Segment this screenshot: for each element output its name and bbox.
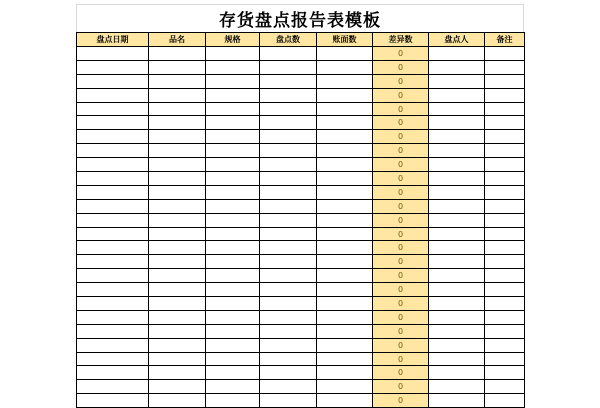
difference-cell[interactable]: 0 <box>373 310 429 324</box>
table-row <box>77 185 525 199</box>
table-cell[interactable] <box>485 74 525 88</box>
table-cell[interactable] <box>429 199 485 213</box>
difference-cell[interactable]: 0 <box>373 88 429 102</box>
table-cell[interactable] <box>149 199 206 213</box>
table-cell[interactable] <box>317 213 373 227</box>
table-cell[interactable] <box>77 352 149 366</box>
table-row <box>77 227 525 241</box>
table-cell[interactable] <box>485 324 525 338</box>
column-header: 盘点日期 <box>77 33 149 47</box>
table-cell[interactable] <box>149 380 206 394</box>
column-header: 盘点数 <box>260 33 317 47</box>
table-cell[interactable] <box>317 380 373 394</box>
table-cell[interactable] <box>485 310 525 324</box>
table-cell[interactable] <box>149 338 206 352</box>
table-cell[interactable] <box>77 394 149 408</box>
table-cell[interactable] <box>260 213 317 227</box>
table-cell[interactable] <box>260 352 317 366</box>
table-cell[interactable] <box>77 102 149 116</box>
table-row <box>77 116 525 130</box>
table-cell[interactable] <box>260 310 317 324</box>
table-cell[interactable] <box>429 60 485 74</box>
difference-cell[interactable]: 0 <box>373 199 429 213</box>
table-cell[interactable] <box>149 394 206 408</box>
table-cell[interactable] <box>429 269 485 283</box>
column-header: 规格 <box>206 33 260 47</box>
table-row <box>77 394 525 408</box>
table-cell[interactable] <box>485 213 525 227</box>
table-row <box>77 380 525 394</box>
table-cell[interactable] <box>149 47 206 61</box>
table-cell[interactable] <box>317 241 373 255</box>
table-cell[interactable] <box>485 172 525 186</box>
table-cell[interactable] <box>485 297 525 311</box>
table-cell[interactable] <box>206 199 260 213</box>
table-cell[interactable] <box>317 283 373 297</box>
table-cell[interactable] <box>149 213 206 227</box>
table-cell[interactable] <box>317 255 373 269</box>
table-cell[interactable] <box>317 199 373 213</box>
column-header: 品名 <box>149 33 206 47</box>
table-cell[interactable] <box>485 241 525 255</box>
table-cell[interactable] <box>260 255 317 269</box>
table-row <box>77 199 525 213</box>
difference-cell[interactable]: 0 <box>373 366 429 380</box>
table-cell[interactable] <box>260 74 317 88</box>
table-row <box>77 366 525 380</box>
difference-cell[interactable]: 0 <box>373 47 429 61</box>
difference-cell[interactable]: 0 <box>373 324 429 338</box>
table-cell[interactable] <box>260 366 317 380</box>
table-cell[interactable] <box>149 144 206 158</box>
table-cell[interactable] <box>317 88 373 102</box>
table-cell[interactable] <box>149 74 206 88</box>
table-cell[interactable] <box>149 366 206 380</box>
table-cell[interactable] <box>77 338 149 352</box>
table-cell[interactable] <box>149 185 206 199</box>
table-cell[interactable] <box>485 338 525 352</box>
table-cell[interactable] <box>429 227 485 241</box>
table-cell[interactable] <box>206 185 260 199</box>
table-cell[interactable] <box>317 47 373 61</box>
table-cell[interactable] <box>206 310 260 324</box>
difference-cell[interactable]: 0 <box>373 394 429 408</box>
table-row <box>77 352 525 366</box>
table-cell[interactable] <box>77 158 149 172</box>
table-cell[interactable] <box>317 74 373 88</box>
table-cell[interactable] <box>149 241 206 255</box>
table-cell[interactable] <box>485 255 525 269</box>
table-cell[interactable] <box>429 310 485 324</box>
table-cell[interactable] <box>429 158 485 172</box>
table-cell[interactable] <box>429 394 485 408</box>
difference-cell[interactable]: 0 <box>373 116 429 130</box>
difference-cell[interactable]: 0 <box>373 352 429 366</box>
difference-cell[interactable]: 0 <box>373 338 429 352</box>
table-cell[interactable] <box>260 172 317 186</box>
table-cell[interactable] <box>206 269 260 283</box>
difference-cell[interactable]: 0 <box>373 144 429 158</box>
table-cell[interactable] <box>77 241 149 255</box>
table-cell[interactable] <box>260 338 317 352</box>
table-row <box>77 283 525 297</box>
table-cell[interactable] <box>485 366 525 380</box>
table-cell[interactable] <box>485 380 525 394</box>
table-cell[interactable] <box>260 158 317 172</box>
table-row <box>77 130 525 144</box>
table-row <box>77 47 525 61</box>
inventory-report-sheet <box>76 4 524 408</box>
table-cell[interactable] <box>429 380 485 394</box>
table-cell[interactable] <box>206 102 260 116</box>
table-cell[interactable] <box>429 255 485 269</box>
table-cell[interactable] <box>317 310 373 324</box>
table-body <box>77 47 525 408</box>
table-cell[interactable] <box>260 324 317 338</box>
table-cell[interactable] <box>429 74 485 88</box>
table-cell[interactable] <box>317 158 373 172</box>
table-cell[interactable] <box>206 144 260 158</box>
table-cell[interactable] <box>317 102 373 116</box>
difference-cell[interactable]: 0 <box>373 60 429 74</box>
table-cell[interactable] <box>77 269 149 283</box>
difference-cell[interactable]: 0 <box>373 227 429 241</box>
table-cell[interactable] <box>206 324 260 338</box>
table-cell[interactable] <box>206 338 260 352</box>
table-cell[interactable] <box>77 74 149 88</box>
table-cell[interactable] <box>149 227 206 241</box>
table-row <box>77 144 525 158</box>
table-row <box>77 338 525 352</box>
table-cell[interactable] <box>77 172 149 186</box>
table-cell[interactable] <box>260 199 317 213</box>
table-cell[interactable] <box>77 255 149 269</box>
table-cell[interactable] <box>260 88 317 102</box>
difference-cell[interactable]: 0 <box>373 297 429 311</box>
table-cell[interactable] <box>206 241 260 255</box>
difference-cell[interactable]: 0 <box>373 255 429 269</box>
table-cell[interactable] <box>485 185 525 199</box>
table-cell[interactable] <box>317 394 373 408</box>
table-cell[interactable] <box>206 130 260 144</box>
table-cell[interactable] <box>149 116 206 130</box>
table-cell[interactable] <box>206 380 260 394</box>
table-cell[interactable] <box>485 394 525 408</box>
table-cell[interactable] <box>77 199 149 213</box>
table-cell[interactable] <box>485 144 525 158</box>
table-cell[interactable] <box>206 255 260 269</box>
page-title: 存货盘点报告表模板 <box>76 4 524 32</box>
table-cell[interactable] <box>429 283 485 297</box>
difference-cell[interactable]: 0 <box>373 158 429 172</box>
table-cell[interactable] <box>485 269 525 283</box>
table-cell[interactable] <box>429 297 485 311</box>
table-cell[interactable] <box>77 47 149 61</box>
table-cell[interactable] <box>149 158 206 172</box>
table-cell[interactable] <box>77 185 149 199</box>
table-cell[interactable] <box>260 297 317 311</box>
table-row <box>77 324 525 338</box>
table-cell[interactable] <box>260 394 317 408</box>
table-cell[interactable] <box>149 310 206 324</box>
table-row <box>77 172 525 186</box>
table-cell[interactable] <box>206 116 260 130</box>
table-cell[interactable] <box>260 185 317 199</box>
table-cell[interactable] <box>485 283 525 297</box>
table-cell[interactable] <box>485 130 525 144</box>
column-header: 差异数 <box>373 33 429 47</box>
table-cell[interactable] <box>317 352 373 366</box>
table-cell[interactable] <box>260 116 317 130</box>
table-cell[interactable] <box>317 297 373 311</box>
table-cell[interactable] <box>429 130 485 144</box>
table-cell[interactable] <box>429 172 485 186</box>
table-cell[interactable] <box>485 88 525 102</box>
table-cell[interactable] <box>77 324 149 338</box>
table-cell[interactable] <box>317 338 373 352</box>
table-cell[interactable] <box>149 352 206 366</box>
table-cell[interactable] <box>317 172 373 186</box>
table-cell[interactable] <box>206 227 260 241</box>
table-cell[interactable] <box>429 185 485 199</box>
table-cell[interactable] <box>149 255 206 269</box>
table-cell[interactable] <box>485 60 525 74</box>
table-cell[interactable] <box>206 47 260 61</box>
table-cell[interactable] <box>77 88 149 102</box>
table-cell[interactable] <box>77 310 149 324</box>
table-cell[interactable] <box>260 144 317 158</box>
table-cell[interactable] <box>429 352 485 366</box>
table-cell[interactable] <box>77 130 149 144</box>
table-cell[interactable] <box>260 102 317 116</box>
table-cell[interactable] <box>206 297 260 311</box>
column-header: 盘点人 <box>429 33 485 47</box>
column-header: 账面数 <box>317 33 373 47</box>
table-cell[interactable] <box>485 352 525 366</box>
table-row <box>77 297 525 311</box>
table-cell[interactable] <box>260 269 317 283</box>
difference-cell[interactable]: 0 <box>373 185 429 199</box>
table-cell[interactable] <box>260 380 317 394</box>
table-cell[interactable] <box>149 102 206 116</box>
table-cell[interactable] <box>429 338 485 352</box>
table-cell[interactable] <box>317 324 373 338</box>
table-cell[interactable] <box>77 116 149 130</box>
column-header: 备注 <box>485 33 525 47</box>
table-cell[interactable] <box>149 283 206 297</box>
table-cell[interactable] <box>149 60 206 74</box>
table-cell[interactable] <box>206 213 260 227</box>
table-cell[interactable] <box>206 394 260 408</box>
table-cell[interactable] <box>429 366 485 380</box>
table-cell[interactable] <box>77 144 149 158</box>
table-row <box>77 310 525 324</box>
table-cell[interactable] <box>485 47 525 61</box>
table-cell[interactable] <box>260 60 317 74</box>
table-cell[interactable] <box>485 116 525 130</box>
table-cell[interactable] <box>77 283 149 297</box>
table-cell[interactable] <box>317 130 373 144</box>
table-cell[interactable] <box>317 116 373 130</box>
table-cell[interactable] <box>149 269 206 283</box>
table-cell[interactable] <box>149 130 206 144</box>
table-cell[interactable] <box>206 60 260 74</box>
table-cell[interactable] <box>485 199 525 213</box>
table-row <box>77 102 525 116</box>
table-cell[interactable] <box>206 366 260 380</box>
difference-cell[interactable]: 0 <box>373 74 429 88</box>
table-cell[interactable] <box>260 130 317 144</box>
table-cell[interactable] <box>485 227 525 241</box>
table-cell[interactable] <box>429 241 485 255</box>
difference-cell[interactable]: 0 <box>373 269 429 283</box>
table-row <box>77 158 525 172</box>
table-cell[interactable] <box>77 213 149 227</box>
header-row <box>77 33 525 47</box>
table-cell[interactable] <box>206 88 260 102</box>
table-cell[interactable] <box>206 74 260 88</box>
difference-cell[interactable]: 0 <box>373 130 429 144</box>
table-cell[interactable] <box>485 102 525 116</box>
table-cell[interactable] <box>77 227 149 241</box>
table-cell[interactable] <box>260 47 317 61</box>
table-row <box>77 60 525 74</box>
table-cell[interactable] <box>317 144 373 158</box>
table-cell[interactable] <box>149 324 206 338</box>
table-cell[interactable] <box>149 297 206 311</box>
difference-cell[interactable]: 0 <box>373 241 429 255</box>
table-cell[interactable] <box>260 241 317 255</box>
difference-cell[interactable]: 0 <box>373 380 429 394</box>
table-row <box>77 74 525 88</box>
table-cell[interactable] <box>260 227 317 241</box>
table-cell[interactable] <box>317 227 373 241</box>
table-cell[interactable] <box>429 116 485 130</box>
difference-cell[interactable]: 0 <box>373 283 429 297</box>
table-row <box>77 88 525 102</box>
table-cell[interactable] <box>260 283 317 297</box>
table-cell[interactable] <box>206 283 260 297</box>
table-cell[interactable] <box>429 213 485 227</box>
table-cell[interactable] <box>429 144 485 158</box>
table-row <box>77 255 525 269</box>
inventory-table <box>76 32 525 408</box>
table-cell[interactable] <box>429 47 485 61</box>
table-row <box>77 269 525 283</box>
table-cell[interactable] <box>77 297 149 311</box>
table-row <box>77 213 525 227</box>
table-cell[interactable] <box>206 352 260 366</box>
difference-cell[interactable]: 0 <box>373 172 429 186</box>
table-cell[interactable] <box>317 366 373 380</box>
table-cell[interactable] <box>429 102 485 116</box>
table-cell[interactable] <box>77 366 149 380</box>
table-cell[interactable] <box>206 172 260 186</box>
table-cell[interactable] <box>317 185 373 199</box>
table-cell[interactable] <box>485 158 525 172</box>
table-cell[interactable] <box>206 158 260 172</box>
table-cell[interactable] <box>149 172 206 186</box>
table-row <box>77 241 525 255</box>
table-cell[interactable] <box>317 269 373 283</box>
table-cell[interactable] <box>149 88 206 102</box>
table-cell[interactable] <box>77 60 149 74</box>
difference-cell[interactable]: 0 <box>373 213 429 227</box>
table-cell[interactable] <box>429 324 485 338</box>
table-cell[interactable] <box>317 60 373 74</box>
table-cell[interactable] <box>77 380 149 394</box>
difference-cell[interactable]: 0 <box>373 102 429 116</box>
table-cell[interactable] <box>429 88 485 102</box>
